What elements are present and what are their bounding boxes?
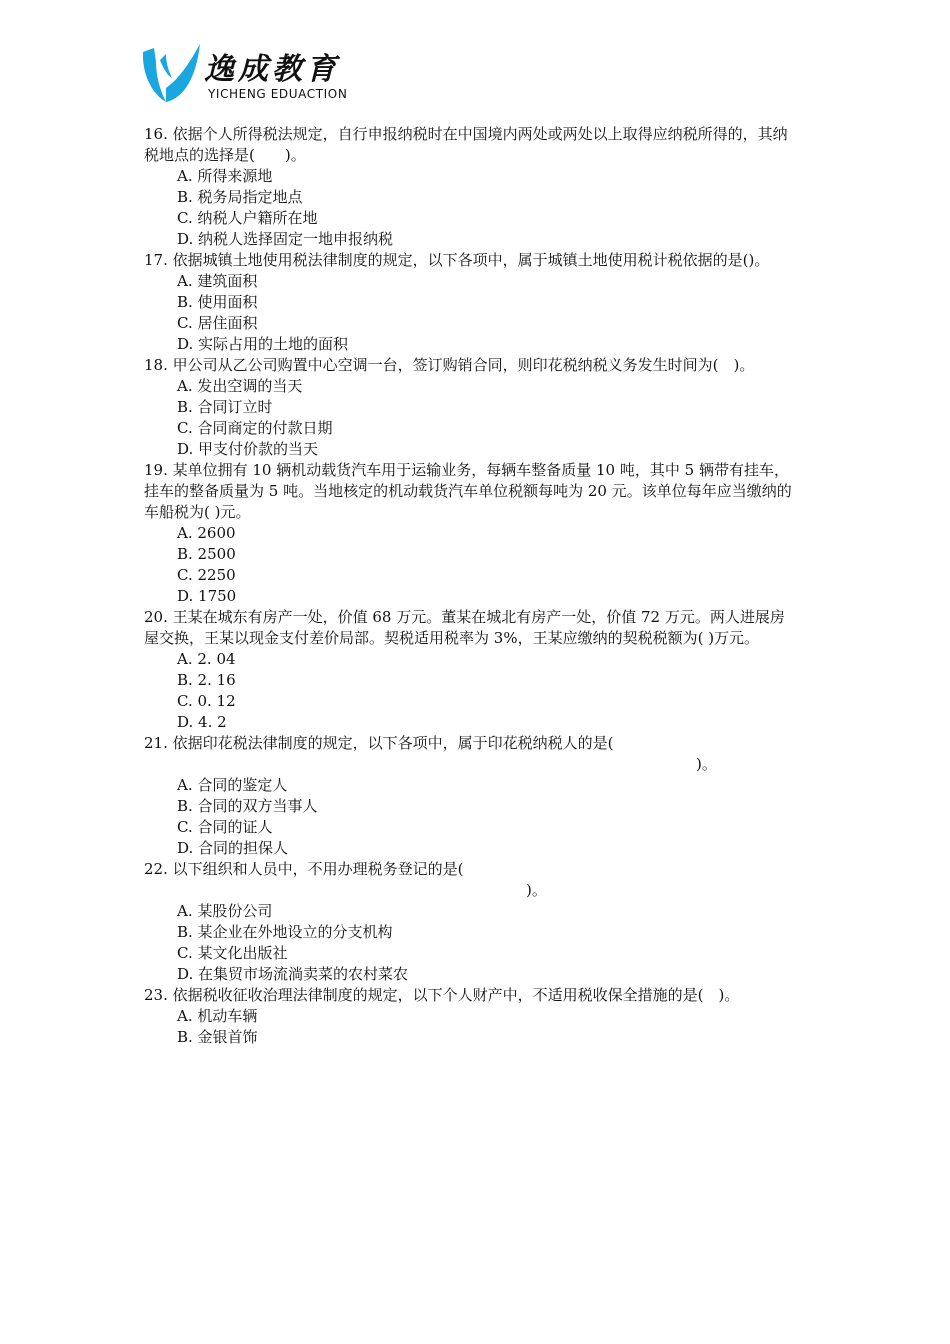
question-block bbox=[144, 607, 796, 733]
answer-option: B. 2500 bbox=[177, 545, 236, 563]
option-list bbox=[144, 523, 796, 607]
answer-option: B. 某企业在外地设立的分支机构 bbox=[177, 923, 393, 941]
option-list bbox=[144, 1006, 796, 1048]
answer-option: D. 合同的担保人 bbox=[177, 839, 289, 857]
answer-option: D. 4. 2 bbox=[177, 713, 227, 731]
question-text: 20. 王某在城东有房产一处，价值 68 万元。董某在城北有房产一处，价值 72 万元。两人进展房屋交换，王某以现金支付差价局部。契税适用税率为 3%，王某应缴纳的契税税额为( )万元。 bbox=[144, 608, 785, 647]
brand-name-en: YICHENG EDUACTION bbox=[208, 87, 348, 101]
answer-option: D. 甲支付价款的当天 bbox=[177, 440, 319, 458]
answer-option: C. 某文化出版社 bbox=[177, 944, 288, 962]
option-list bbox=[144, 775, 796, 859]
question-block bbox=[144, 985, 796, 1048]
question-text: 16. 依据个人所得税法规定，自行申报纳税时在中国境内两处或两处以上取得应纳税所得的，其纳税地点的选择是( )。 bbox=[144, 125, 788, 164]
question-blank-close: )。 bbox=[526, 881, 547, 899]
question-text: 19. 某单位拥有 10 辆机动载货汽车用于运输业务，每辆车整备质量 10 吨，其中 5 辆带有挂车，挂车的整备质量为 5 吨。当地核定的机动载货汽车单位税额每吨为 20 元。该单位每年应当缴纳的车船税为( )元。 bbox=[144, 461, 792, 521]
answer-option: A. 某股份公司 bbox=[177, 902, 273, 920]
option-list bbox=[144, 166, 796, 250]
option-list bbox=[144, 376, 796, 460]
answer-option: B. 税务局指定地点 bbox=[177, 188, 303, 206]
question-list bbox=[144, 124, 796, 1048]
answer-option: D. 纳税人选择固定一地申报纳税 bbox=[177, 230, 394, 248]
question-text: 22. 以下组织和人员中，不用办理税务登记的是( bbox=[144, 860, 464, 878]
question-block bbox=[144, 124, 796, 250]
question-text: 21. 依据印花税法律制度的规定，以下各项中，属于印花税纳税人的是( bbox=[144, 734, 614, 752]
answer-option: D. 实际占用的土地的面积 bbox=[177, 335, 349, 353]
answer-option: B. 金银首饰 bbox=[177, 1028, 258, 1046]
question-text: 18. 甲公司从乙公司购置中心空调一台，签订购销合同，则印花税纳税义务发生时间为( )。 bbox=[144, 356, 755, 374]
answer-option: D. 1750 bbox=[177, 587, 237, 605]
answer-option: D. 在集贸市场流淌卖菜的农村菜农 bbox=[177, 965, 409, 983]
question-block bbox=[144, 355, 796, 460]
question-text: 23. 依据税收征收治理法律制度的规定，以下个人财产中，不适用税收保全措施的是( )。 bbox=[144, 986, 740, 1004]
option-list bbox=[144, 901, 796, 985]
answer-option: A. 建筑面积 bbox=[177, 272, 258, 290]
answer-option: C. 纳税人户籍所在地 bbox=[177, 209, 318, 227]
option-list bbox=[144, 649, 796, 733]
answer-option: B. 使用面积 bbox=[177, 293, 258, 311]
option-list bbox=[144, 271, 796, 355]
answer-option: C. 合同商定的付款日期 bbox=[177, 419, 333, 437]
question-block bbox=[144, 859, 796, 985]
answer-option: C. 0. 12 bbox=[177, 692, 236, 710]
answer-option: A. 所得来源地 bbox=[177, 167, 273, 185]
answer-option: C. 2250 bbox=[177, 566, 236, 584]
brand-name-cn: 逸成教育 bbox=[204, 52, 340, 87]
answer-option: A. 机动车辆 bbox=[177, 1007, 258, 1025]
answer-option: A. 合同的鉴定人 bbox=[177, 776, 288, 794]
answer-option: B. 2. 16 bbox=[177, 671, 236, 689]
question-block bbox=[144, 733, 796, 859]
question-block bbox=[144, 250, 796, 355]
question-blank-close: )。 bbox=[696, 755, 717, 773]
question-text: 17. 依据城镇土地使用税法律制度的规定，以下各项中，属于城镇土地使用税计税依据的是()。 bbox=[144, 251, 770, 269]
answer-option: A. 2. 04 bbox=[177, 650, 236, 668]
answer-option: B. 合同订立时 bbox=[177, 398, 273, 416]
answer-option: A. 2600 bbox=[177, 524, 236, 542]
answer-option: C. 居住面积 bbox=[177, 314, 258, 332]
answer-option: A. 发出空调的当天 bbox=[177, 377, 303, 395]
answer-option: B. 合同的双方当事人 bbox=[177, 797, 318, 815]
logo-swoosh-icon bbox=[140, 40, 202, 104]
question-block bbox=[144, 460, 796, 607]
answer-option: C. 合同的证人 bbox=[177, 818, 273, 836]
brand-logo bbox=[140, 40, 370, 104]
